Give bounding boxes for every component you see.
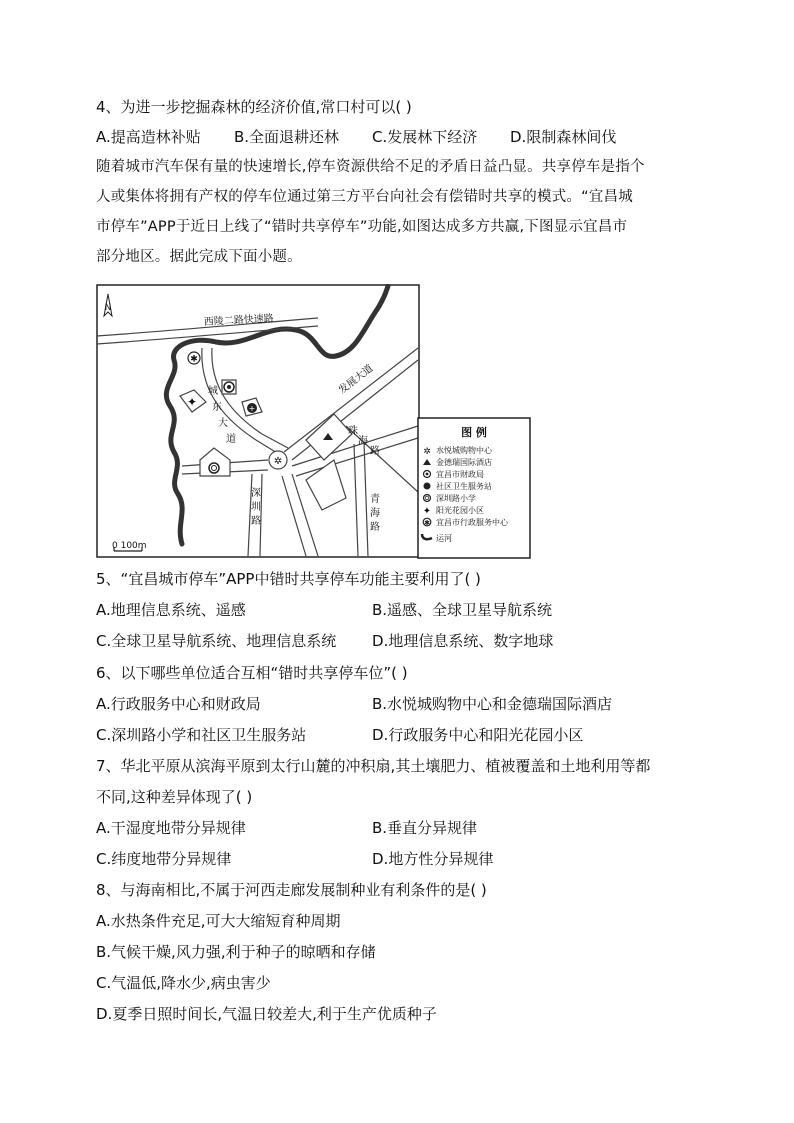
passage bbox=[96, 156, 700, 268]
q8-option-c: C.气温低,降水少,病虫害少 bbox=[96, 974, 271, 992]
q5-option-d: D.地理信息系统、数字地球 bbox=[372, 632, 554, 650]
admin-center-icon bbox=[188, 352, 200, 365]
passage-line-2: 人或集体将拥有产权的停车位通过第三方平台向社会有偿错时共享的模式。“宜昌城 bbox=[96, 189, 633, 205]
q4-option-c: C.发展林下经济 bbox=[372, 128, 478, 146]
legend-label: 宜昌市行政服务中心 bbox=[436, 518, 508, 527]
svg-text:✦: ✦ bbox=[186, 395, 198, 409]
q4-option-b: B.全面退耕还林 bbox=[234, 128, 340, 146]
passage-line-1: 随着城市汽车保有量的快速增长,停车资源供给不足的矛盾日益凸显。共享停车是指个 bbox=[96, 159, 645, 175]
road-label-shenzhen-2: 圳 bbox=[251, 502, 261, 513]
shopping-center-icon bbox=[274, 456, 282, 467]
legend-label: 阳光花园小区 bbox=[436, 506, 484, 515]
svg-text:N: N bbox=[104, 303, 112, 313]
q6-option-c: C.深圳路小学和社区卫生服务站 bbox=[96, 726, 307, 744]
legend-label: 深圳路小学 bbox=[436, 494, 476, 503]
residential-icon bbox=[187, 395, 197, 409]
finance-bureau-icon bbox=[224, 382, 234, 392]
road-label-xiling: 西陵二路快速路 bbox=[203, 313, 275, 328]
q6-option-a: A.行政服务中心和财政局 bbox=[96, 695, 261, 713]
health-station-icon bbox=[247, 403, 257, 413]
map-legend bbox=[418, 418, 530, 558]
q4-option-a: A.提高造林补贴 bbox=[96, 128, 201, 146]
q7-option-d: D.地方性分异规律 bbox=[372, 850, 494, 868]
city-map bbox=[96, 284, 532, 560]
road-label-zhuhai-3: 路 bbox=[370, 446, 380, 457]
svg-text:+: + bbox=[248, 404, 256, 413]
q7-stem-line-2: 不同,这种差异体现了( ) bbox=[96, 788, 253, 806]
legend-label: 运河 bbox=[436, 534, 452, 543]
road-label-zhuhai-2: 海 bbox=[358, 436, 368, 447]
passage-line-4: 部分地区。据此完成下面小题。 bbox=[96, 249, 302, 265]
scale-bar bbox=[112, 541, 147, 551]
svg-text:✲: ✲ bbox=[273, 456, 283, 467]
q8-option-b: B.气候干燥,风力强,利于种子的晾晒和存储 bbox=[96, 943, 376, 961]
legend-label: 社区卫生服务站 bbox=[436, 482, 492, 491]
svg-text:✱: ✱ bbox=[190, 354, 198, 365]
q4-stem: 4、为进一步挖掘森林的经济价值,常口村可以( ) bbox=[96, 98, 412, 116]
road-label-chengdong-4: 道 bbox=[226, 434, 236, 445]
svg-text:✱: ✱ bbox=[424, 519, 430, 527]
q5-option-a: A.地理信息系统、遥感 bbox=[96, 601, 246, 619]
legend-item-admin bbox=[423, 517, 509, 527]
legend-label: 金德瑞国际酒店 bbox=[436, 458, 492, 467]
q7-option-a: A.干湿度地带分异规律 bbox=[96, 819, 246, 837]
road-label-qinghai-2: 海 bbox=[370, 508, 380, 519]
passage-line-3: 市停车”APP于近日上线了“错时共享停车”功能,如图达成多方共赢,下图显示宜昌市 bbox=[96, 219, 628, 235]
road-label-shenzhen-1: 深 bbox=[251, 488, 261, 499]
road-label-qinghai-1: 青 bbox=[370, 494, 380, 505]
road-label-chengdong-3: 大 bbox=[218, 418, 228, 429]
road-label-chengdong-1: 城 bbox=[208, 386, 218, 397]
q6-option-b: B.水悦城购物中心和金德瑞国际酒店 bbox=[372, 695, 613, 713]
legend-label: 宜昌市财政局 bbox=[436, 470, 484, 479]
school-icon bbox=[209, 463, 219, 473]
q7-option-c: C.纬度地带分异规律 bbox=[96, 850, 232, 868]
q6-option-d: D.行政服务中心和阳光花园小区 bbox=[372, 726, 584, 744]
q5-stem: 5、“宜昌城市停车”APP中错时共享停车功能主要利用了( ) bbox=[96, 570, 481, 588]
q8-stem: 8、与海南相比,不属于河西走廊发展制种业有利条件的是( ) bbox=[96, 881, 487, 899]
road-label-shenzhen-3: 路 bbox=[251, 516, 261, 527]
scale-label: 0 100m bbox=[112, 541, 147, 551]
q5-option-b: B.遥感、全球卫星导航系统 bbox=[372, 601, 553, 619]
q7-option-b: B.垂直分异规律 bbox=[372, 819, 478, 837]
legend-label: 水悦城购物中心 bbox=[436, 446, 492, 455]
q7-stem-line-1: 7、华北平原从滨海平原到太行山麓的冲积扇,其土壤肥力、植被覆盖和土地利用等都 bbox=[96, 757, 651, 775]
svg-text:✦: ✦ bbox=[422, 506, 432, 517]
road-label-fazhan: 发展大道 bbox=[337, 363, 376, 397]
q6-stem: 6、以下哪些单位适合互相“错时共享停车位”( ) bbox=[96, 664, 408, 682]
road-label-zhuhai-1: 珠 bbox=[348, 426, 358, 437]
road-label-qinghai-3: 路 bbox=[370, 522, 380, 533]
q4-option-d: D.限制森林间伐 bbox=[510, 128, 617, 146]
legend-title: 图 例 bbox=[461, 426, 487, 439]
svg-text:✲: ✲ bbox=[423, 447, 431, 457]
road-label-chengdong-2: 东 bbox=[212, 402, 222, 413]
q8-option-d: D.夏季日照时间长,气温日较差大,利于生产优质种子 bbox=[96, 1005, 437, 1023]
q5-option-c: C.全球卫星导航系统、地理信息系统 bbox=[96, 632, 337, 650]
q8-option-a: A.水热条件充足,可大大缩短育种周期 bbox=[96, 912, 341, 930]
